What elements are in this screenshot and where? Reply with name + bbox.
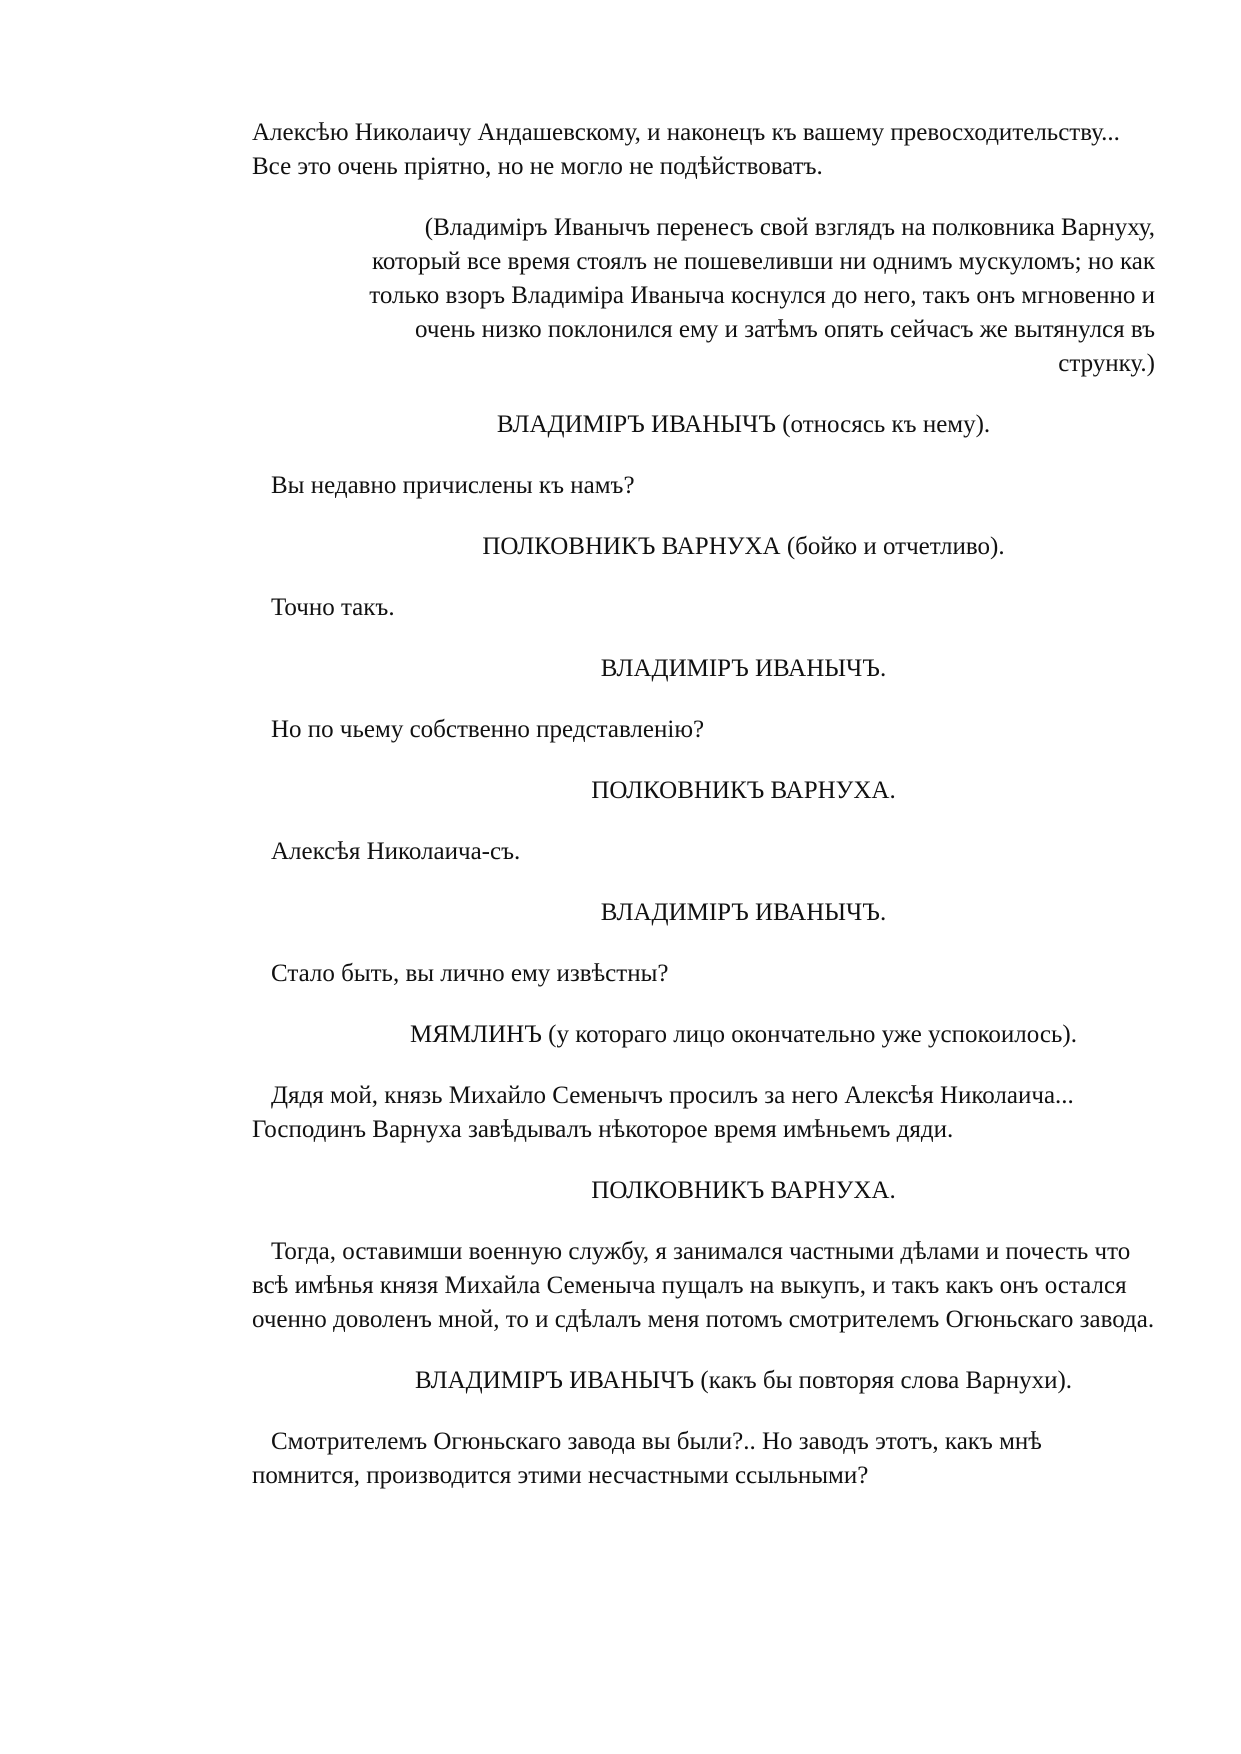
speaker-heading: ВЛАДИМІРЪ ИВАНЫЧЪ (какъ бы повторяя слова Варнухи). [414, 1367, 1073, 1394]
speaker-heading: ПОЛКОВНИКЪ ВАРНУХА. [591, 777, 896, 804]
dialogue-paragraph: Дядя мой, князь Михайло Семенычъ просилъ за него Алексѣя Николаича... Господинъ Варнуха завѣдывалъ нѣкоторое время имѣньемъ дяди. [252, 1082, 1074, 1143]
speaker-heading: ВЛАДИМІРЪ ИВАНЫЧЪ (относясь къ нему). [496, 411, 991, 438]
speaker-heading: ВЛАДИМІРЪ ИВАНЫЧЪ. [600, 899, 887, 926]
dialogue-paragraph: Стало быть, вы лично ему извѣстны? [271, 960, 669, 987]
dialogue-paragraph: Но по чьему собственно представленію? [271, 716, 705, 743]
speaker-heading: ВЛАДИМІРЪ ИВАНЫЧЪ. [600, 655, 887, 682]
speaker-heading: ПОЛКОВНИКЪ ВАРНУХА. [591, 1177, 896, 1204]
dialogue-paragraph: Тогда, оставимши военную службу, я занимался частными дѣлами и почесть что всѣ имѣнья князя Михайла Семеныча пущалъ на выкупъ, и такъ какъ онъ остался оченно доволенъ мной, то и сдѣлалъ меня потомъ смотрителемъ Огюньскаго завода. [252, 1238, 1155, 1333]
speaker-heading: ПОЛКОВНИКЪ ВАРНУХА (бойко и отчетливо). [482, 533, 1005, 560]
speaker-heading: МЯМЛИНЪ (у котораго лицо окончательно уже успокоилось). [410, 1021, 1077, 1048]
dialogue-paragraph: Алексѣя Николаича-съ. [271, 838, 521, 865]
dialogue-paragraph: Алексѣю Николаичу Андашевскому, и наконецъ къ вашему превосходительству... Все это очень пріятно, но не могло не подѣйствоватъ. [252, 119, 1120, 180]
document-page [252, 116, 1155, 1493]
stage-direction: (Владиміръ Иванычъ перенесъ свой взглядъ на полковника Варнуху, который все время стоялъ не пошевеливши ни однимъ мускуломъ; но как только взоръ Владиміра Иваныча коснулся до него, такъ онъ мгновенно и очень низко поклонился ему и затѣмъ опять сейчасъ же вытянулся въ струнку.) [369, 214, 1155, 377]
dialogue-paragraph: Вы недавно причислены къ намъ? [271, 472, 635, 499]
dialogue-paragraph: Смотрителемъ Огюньскаго завода вы были?.. Но заводъ этотъ, какъ мнѣ помнится, производится этими несчастными ссыльными? [252, 1428, 1042, 1489]
dialogue-paragraph: Точно такъ. [271, 594, 395, 621]
